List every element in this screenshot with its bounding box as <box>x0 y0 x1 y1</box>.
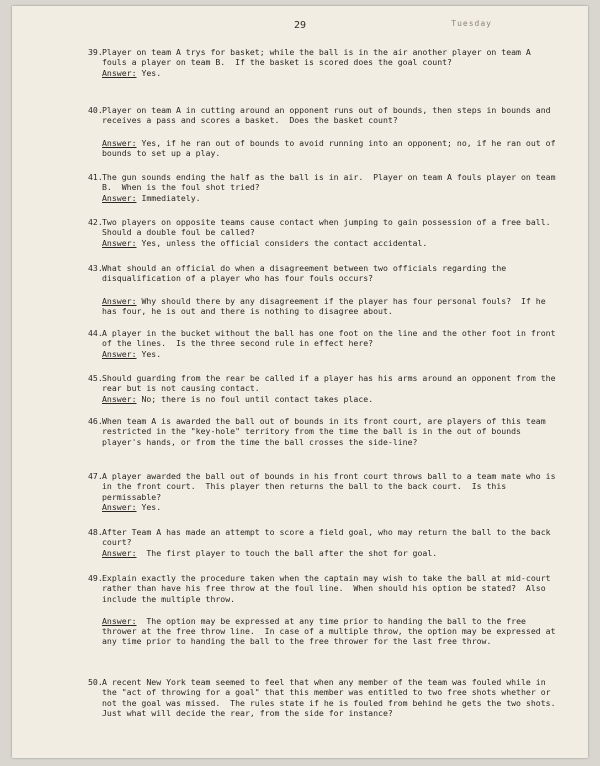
question-text: A recent New York team seemed to feel that when any member of the team was fouled while in the "act of throwing for a goal" that this member was entitled to two free shots whether or not the goal was missed. The rules state if he is fouled from behind he gets the two shots. Just what will decide the rear, from the side for instance? <box>102 677 566 718</box>
question-number: 47. <box>88 471 103 481</box>
answer-label: Answer: <box>102 501 137 512</box>
answer <box>88 296 558 317</box>
answer-text: Yes. <box>136 501 162 512</box>
question-item <box>88 471 561 512</box>
question-text: Should guarding from the rear be called if a player has his arms around an opponent from the rear but is not causing contact. <box>102 373 561 394</box>
question <box>88 416 558 447</box>
answer-text: Why should there by any disagreement if the player has four personal fouls? If he has four, he is out and there is nothing to disagree about. <box>102 295 551 316</box>
question-number: 40. <box>88 105 103 115</box>
question-item <box>88 527 558 558</box>
answer-label: Answer: <box>102 393 137 404</box>
answer-label: Answer: <box>102 237 137 248</box>
answer-label: Answer: <box>102 348 137 359</box>
question-item <box>88 217 561 248</box>
question-number: 43. <box>88 263 103 273</box>
question-item <box>88 573 561 647</box>
question-text: Two players on opposite teams cause contact when jumping to gain possession of a free ball. Should a double foul be called? <box>102 217 561 238</box>
question-item <box>88 47 558 78</box>
question-number: 42. <box>88 217 103 227</box>
answer <box>88 349 558 359</box>
answer <box>88 502 558 512</box>
answer-label: Answer: <box>102 67 137 78</box>
answer-label: Answer: <box>102 192 137 203</box>
question <box>88 677 566 718</box>
question-number: 48. <box>88 527 103 537</box>
question-number: 39. <box>88 47 103 57</box>
document-page <box>12 6 588 758</box>
question-item <box>88 172 561 203</box>
question-item <box>88 373 561 404</box>
answer-text: The option may be expressed at any time prior to handing the ball to the free thrower at the free throw line. In case of a multiple throw, the option may be expressed at any time prior to handing the ball to the free thrower for the last free throw. <box>102 615 561 647</box>
answer-text: No; there is no foul until contact takes place. <box>136 393 374 404</box>
question-number: 44. <box>88 328 103 338</box>
question <box>88 263 558 284</box>
question-number: 45. <box>88 373 103 383</box>
answer-text: Yes. <box>136 67 162 78</box>
answer <box>88 137 561 159</box>
answer <box>88 193 558 203</box>
question-text: The gun sounds ending the half as the ball is in air. Player on team A fouls player on team B. When is the foul shot tried? <box>102 172 561 193</box>
question-text: After Team A has made an attempt to score a field goal, who may return the ball to the back court? <box>102 527 556 548</box>
question-number: 41. <box>88 172 103 182</box>
question-item <box>88 263 558 316</box>
page-number: 29 <box>293 20 307 31</box>
answer-label: Answer: <box>102 615 137 626</box>
question-item <box>88 677 566 718</box>
question <box>88 105 558 126</box>
question <box>88 172 561 193</box>
answer-label: Answer: <box>102 137 137 148</box>
question-item <box>88 105 561 158</box>
question-text: When team A is awarded the ball out of bounds in its front court, are players of this team restricted in the "key-hole" territory from the time the ball is in the out of bounds player's hands, or from the time the ball crosses the side-line? <box>102 416 551 447</box>
answer-text: The first player to touch the ball after the shot for goal. <box>136 547 438 558</box>
question <box>88 47 558 68</box>
answer-label: Answer: <box>102 547 137 558</box>
answer-text: Yes. <box>136 348 162 359</box>
question-text: Player on team A trys for basket; while the ball is in the air another player on team A fouls a player on team B. If the basket is scored does the goal count? <box>102 47 536 68</box>
answer <box>88 238 558 248</box>
question-item <box>88 416 558 447</box>
question-number: 49. <box>88 573 103 583</box>
answer <box>88 68 558 78</box>
question-text: Player on team A in cutting around an opponent runs out of bounds, then steps in bounds and receives a pass and scores a basket. Does the basket count? <box>102 105 556 126</box>
answer-text: Immediately. <box>136 192 201 203</box>
answer <box>88 615 561 647</box>
question-text: A player in the bucket without the ball has one foot on the line and the other foot in front of the lines. Is the three second rule in effect here? <box>102 328 561 349</box>
corner-mark: Tuesday <box>451 19 492 28</box>
question-number: 50. <box>88 677 103 687</box>
question-text: A player awarded the ball out of bounds in his front court throws ball to a team mate who is in the front court. This player then returns the ball to the back court. Is this permissable? <box>102 471 561 502</box>
question-text: Explain exactly the procedure taken when the captain may wish to take the ball at mid-court rather than have his free throw at the foul line. When should his option be stated? Also include the multiple throw. <box>102 573 556 604</box>
question <box>88 573 558 604</box>
question <box>88 217 561 238</box>
question <box>88 373 561 394</box>
question <box>88 471 561 502</box>
answer <box>88 548 558 558</box>
answer-text: Yes, if he ran out of bounds to avoid running into an opponent; no, if he ran out of bounds to set up a play. <box>102 137 561 158</box>
question-text: What should an official do when a disagreement between two officials regarding the disqualification of a player who has four fouls occurs? <box>102 263 512 284</box>
question <box>88 328 561 349</box>
question-number: 46. <box>88 416 103 426</box>
question <box>88 527 558 548</box>
answer <box>88 394 558 404</box>
answer-text: Yes, unless the official considers the contact accidental. <box>136 237 428 248</box>
question-item <box>88 328 561 359</box>
answer-label: Answer: <box>102 295 137 306</box>
